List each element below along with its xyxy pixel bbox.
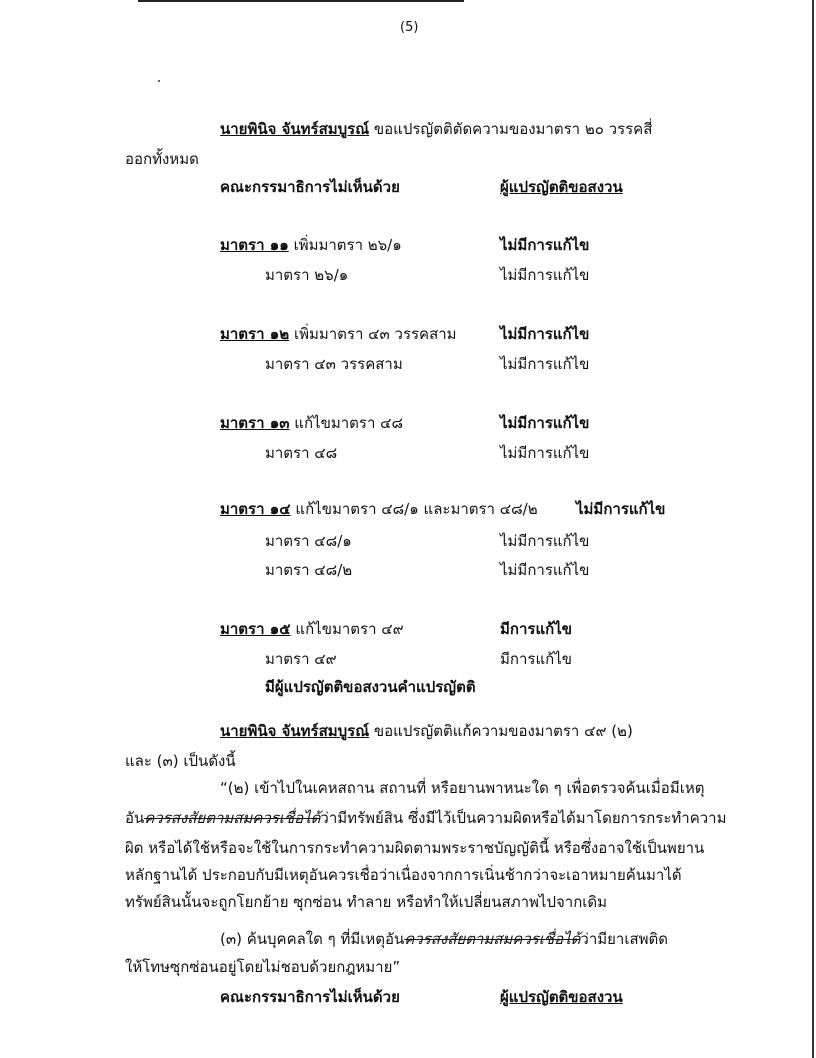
proposer-name: นายพินิจ จันทร์สมบูรณ์ bbox=[220, 722, 370, 740]
subsection-status: มีการแก้ไข bbox=[500, 650, 572, 668]
quote-line-6: (๓) ค้นบุคคลใด ๆ ที่มีเหตุอันควรสงสัยตามสมควรเชื่อได้ว่ามียาเสพติด bbox=[220, 930, 669, 948]
reservation-heading: มีผู้แปรญัตติขอสงวนคำแปรญัตติ bbox=[265, 678, 476, 696]
proposal-1-line bbox=[220, 120, 652, 138]
section-desc: เพิ่มมาตรา ๔๓ วรรคสาม bbox=[289, 325, 457, 343]
section-status: มีการแก้ไข bbox=[500, 620, 572, 638]
scan-speck bbox=[158, 80, 160, 82]
subsection-status: ไม่มีการแก้ไข bbox=[500, 355, 590, 373]
proposal-text: ขอแปรญัตติแก้ความของมาตรา ๔๙ (๒) bbox=[369, 722, 633, 740]
quote-line-5: ทรัพย์สินนั้นจะถูกโยกย้าย ซุกซ่อน ทำลาย หรือทำให้เปลี่ยนสภาพไปจากเดิม bbox=[125, 893, 608, 911]
section-number: มาตรา ๑๔ bbox=[220, 500, 291, 518]
section-heading bbox=[220, 500, 538, 518]
reserver-heading: ผู้แปรญัตติขอสงวน bbox=[500, 178, 623, 196]
subsection-label: มาตรา ๒๖/๑ bbox=[265, 266, 349, 284]
struck-text: ควรสงสัยตามสมควรเชื่อได้ bbox=[404, 930, 581, 948]
proposal-2-line bbox=[220, 722, 633, 740]
section-desc: แก้ไขมาตรา ๔๙ bbox=[290, 620, 404, 638]
subsection-label: มาตรา ๔๘/๑ bbox=[265, 532, 352, 550]
section-heading bbox=[220, 414, 403, 432]
subsection-status: ไม่มีการแก้ไข bbox=[500, 532, 590, 550]
quote-line-3: ผิด หรือได้ใช้หรือจะใช้ในการกระทำความผิดตามพระราชบัญญัตินี้ หรือซึ่งอาจใช้เป็นพยาน bbox=[125, 839, 705, 857]
proposal-2-continuation: และ (๓) เป็นดังนี้ bbox=[125, 752, 236, 770]
subsection-label: มาตรา ๔๓ วรรคสาม bbox=[265, 355, 403, 373]
struck-text: ควรสงสัยตามสมควรเชื่อได้ bbox=[144, 809, 321, 827]
subsection-status: ไม่มีการแก้ไข bbox=[500, 444, 590, 462]
proposer-name: นายพินิจ จันทร์สมบูรณ์ bbox=[220, 120, 370, 138]
quote-line-2: อันควรสงสัยตามสมควรเชื่อได้ว่ามีทรัพย์สิน ซึ่งมีไว้เป็นความผิดหรือได้มาโดยการกระทำความ bbox=[125, 809, 727, 827]
section-status: ไม่มีการแก้ไข bbox=[500, 414, 590, 432]
committee-disagree-heading: คณะกรรมาธิการไม่เห็นด้วย bbox=[220, 178, 400, 196]
section-number: มาตรา ๑๕ bbox=[220, 620, 291, 638]
section-status: ไม่มีการแก้ไข bbox=[500, 325, 590, 343]
subsection-status: ไม่มีการแก้ไข bbox=[500, 266, 590, 284]
top-rule bbox=[138, 0, 464, 2]
section-heading bbox=[220, 325, 457, 343]
section-status: ไม่มีการแก้ไข bbox=[576, 500, 666, 518]
quote-line-7: ให้โทษซุกซ่อนอยู่โดยไม่ชอบด้วยกฎหมาย” bbox=[125, 958, 401, 976]
page-number: (5) bbox=[400, 20, 419, 35]
proposal-text: ขอแปรญัตติตัดความของมาตรา ๒๐ วรรคสี่ bbox=[369, 120, 653, 138]
proposal-1-continuation: ออกทั้งหมด bbox=[125, 150, 199, 168]
reserver-heading: ผู้แปรญัตติขอสงวน bbox=[500, 988, 623, 1006]
page-edge-line bbox=[812, 0, 814, 1058]
section-status: ไม่มีการแก้ไข bbox=[500, 236, 590, 254]
quote-line-1: “(๒) เข้าไปในเคหสถาน สถานที่ หรือยานพาหนะใด ๆ เพื่อตรวจค้นเมื่อมีเหตุ bbox=[220, 779, 705, 797]
subsection-label: มาตรา ๔๘ bbox=[265, 444, 338, 462]
section-desc: แก้ไขมาตรา ๔๘ bbox=[289, 414, 404, 432]
section-number: มาตรา ๑๑ bbox=[220, 236, 289, 254]
section-number: มาตรา ๑๒ bbox=[220, 325, 290, 343]
subsection-status: ไม่มีการแก้ไข bbox=[500, 561, 590, 579]
quote-line-4: หลักฐานได้ ประกอบกับมีเหตุอันควรเชื่อว่าเนื่องจากการเนิ่นช้ากว่าจะเอาหมายค้นมาได้ bbox=[125, 866, 682, 884]
subsection-label: มาตรา ๔๙ bbox=[265, 650, 337, 668]
section-desc: แก้ไขมาตรา ๔๘/๑ และมาตรา ๔๘/๒ bbox=[290, 500, 538, 518]
committee-disagree-heading: คณะกรรมาธิการไม่เห็นด้วย bbox=[220, 988, 400, 1006]
section-heading bbox=[220, 620, 404, 638]
section-number: มาตรา ๑๓ bbox=[220, 414, 290, 432]
section-heading bbox=[220, 236, 402, 254]
section-desc: เพิ่มมาตรา ๒๖/๑ bbox=[288, 236, 402, 254]
subsection-label: มาตรา ๔๘/๒ bbox=[265, 561, 353, 579]
